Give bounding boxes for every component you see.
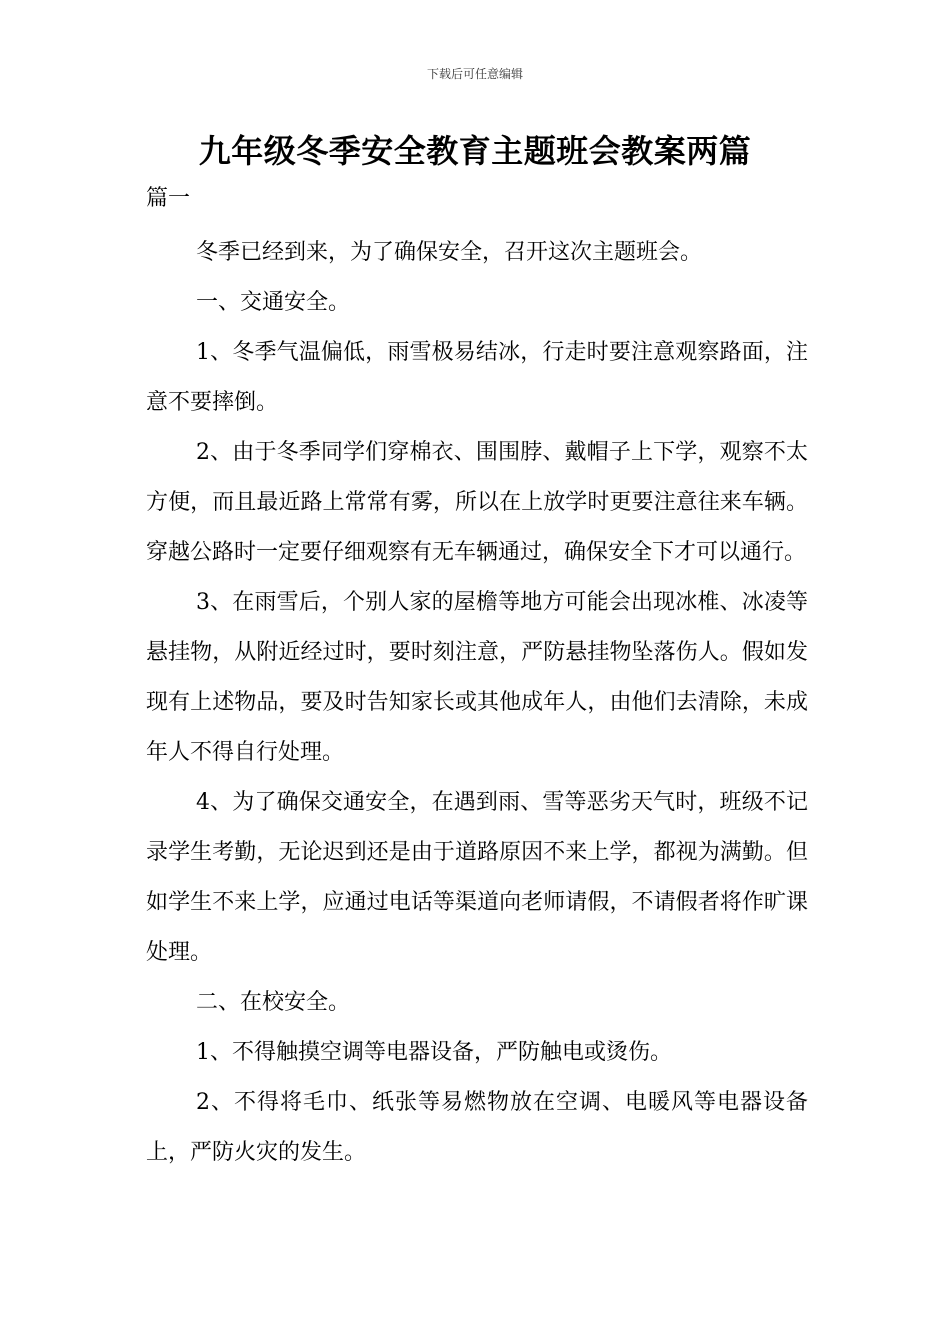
- document-title: 九年级冬季安全教育主题班会教案两篇: [198, 132, 752, 170]
- heading-traffic-safety: 一、交通安全。: [196, 290, 351, 315]
- paragraph-traffic-4: 4、为了确保交通安全，在遇到雨、雪等恶劣天气时，班级不记录学生考勤，无论迟到还是由于道路原因不来上学，都视为满勤。但如学生不来上学，应通过电话等渠道向老师请假，不请假者将作旷课处理。: [146, 790, 808, 965]
- paragraph-traffic-3: 3、在雨雪后，个别人家的屋檐等地方可能会出现冰椎、冰凌等悬挂物，从附近经过时，要时刻注意，严防悬挂物坠落伤人。假如发现有上述物品，要及时告知家长或其他成年人，由他们去清除，未成年人不得自行处理。: [146, 590, 808, 765]
- heading-school-safety: 二、在校安全。: [196, 990, 351, 1015]
- paragraph-intro: 冬季已经到来，为了确保安全，召开这次主题班会。: [196, 240, 703, 265]
- header-note: 下载后可任意编辑: [426, 67, 523, 81]
- paragraph-traffic-2: 2、由于冬季同学们穿棉衣、围围脖、戴帽子上下学，观察不太方便，而且最近路上常常有雾，所以在上放学时更要注意往来车辆。穿越公路时一定要仔细观察有无车辆通过，确保安全下才可以通行。: [146, 440, 808, 565]
- paragraph-school-1: 1、不得触摸空调等电器设备，严防触电或烫伤。: [196, 1040, 672, 1065]
- document-body: [146, 228, 808, 1178]
- paragraph-school-2: 2、不得将毛巾、纸张等易燃物放在空调、电暖风等电器设备上，严防火灾的发生。: [146, 1090, 808, 1165]
- paragraph-traffic-1: 1、冬季气温偏低，雨雪极易结冰，行走时要注意观察路面，注意不要摔倒。: [146, 340, 808, 415]
- section-label: 篇一: [146, 186, 191, 211]
